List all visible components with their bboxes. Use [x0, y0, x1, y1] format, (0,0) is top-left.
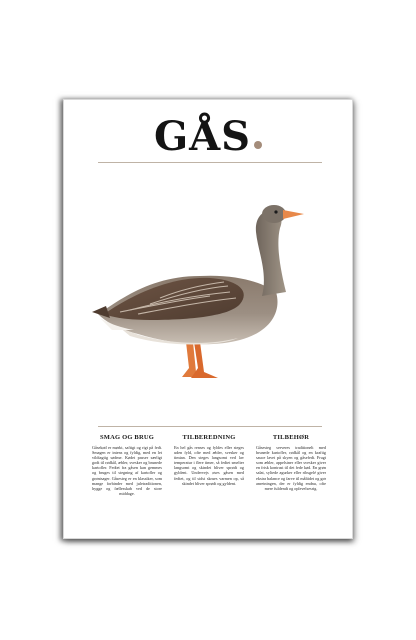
poster-title	[64, 114, 352, 160]
poster	[64, 100, 352, 538]
section-preparation	[174, 434, 244, 496]
section-heading: TILBEHØR	[272, 434, 310, 441]
bottom-divider	[98, 426, 322, 427]
goose-illustration	[90, 192, 326, 388]
section-taste	[92, 434, 162, 496]
info-columns	[92, 434, 326, 496]
section-text: En hel gås renses og fyldes eller steges uden fyld, ofte med æbler, svesker og timian. Den steges langsomt ved lav temperatur i flere timer, så fedtet smelter langsomt og skindet bliver sprødt og gyldent. Undervejs øses gåsen med fedtet, og til sidst skrues varmen op, så skindet bliver sprødt og gyldent.	[174, 445, 244, 486]
section-text: Gåsekød er mørkt, saftigt og rigt på fedt. Smagen er intens og fyldig, med en let vildtagtig sødme. Kødet passer særligt godt til rødkål, æbler, svesker og brunede kartofler. Fedtet fra gåsen kan gemmes og bruges til stegning af kartofler og grøntsager. Gåsesteg er en klassiker, som mange forbinder med juletraditionen, hygge og fællesskab ved de store middage.	[92, 445, 162, 496]
section-sides	[256, 434, 326, 496]
top-divider	[98, 162, 322, 163]
section-text: Gåsesteg serveres traditionelt med brunede kartofler, rødkål og en kraftig sauce lavet på skyen og gåsefedt. Frugt som æbler, appelsiner eller svesker giver en frisk kontrast til det fede kød. En grøn salat, syltede agurker eller ribsgelé giver ekstra balance og farve til måltidet og gør anretningen, der er fyldig endnu, ofte mere fuldendt og oplevelsesrig.	[256, 445, 326, 491]
accent-dot	[254, 141, 262, 149]
section-heading: SMAG OG BRUG	[99, 434, 155, 441]
poster-title-text: GÅS	[153, 113, 252, 160]
section-heading: TILBEREDNING	[182, 434, 236, 441]
